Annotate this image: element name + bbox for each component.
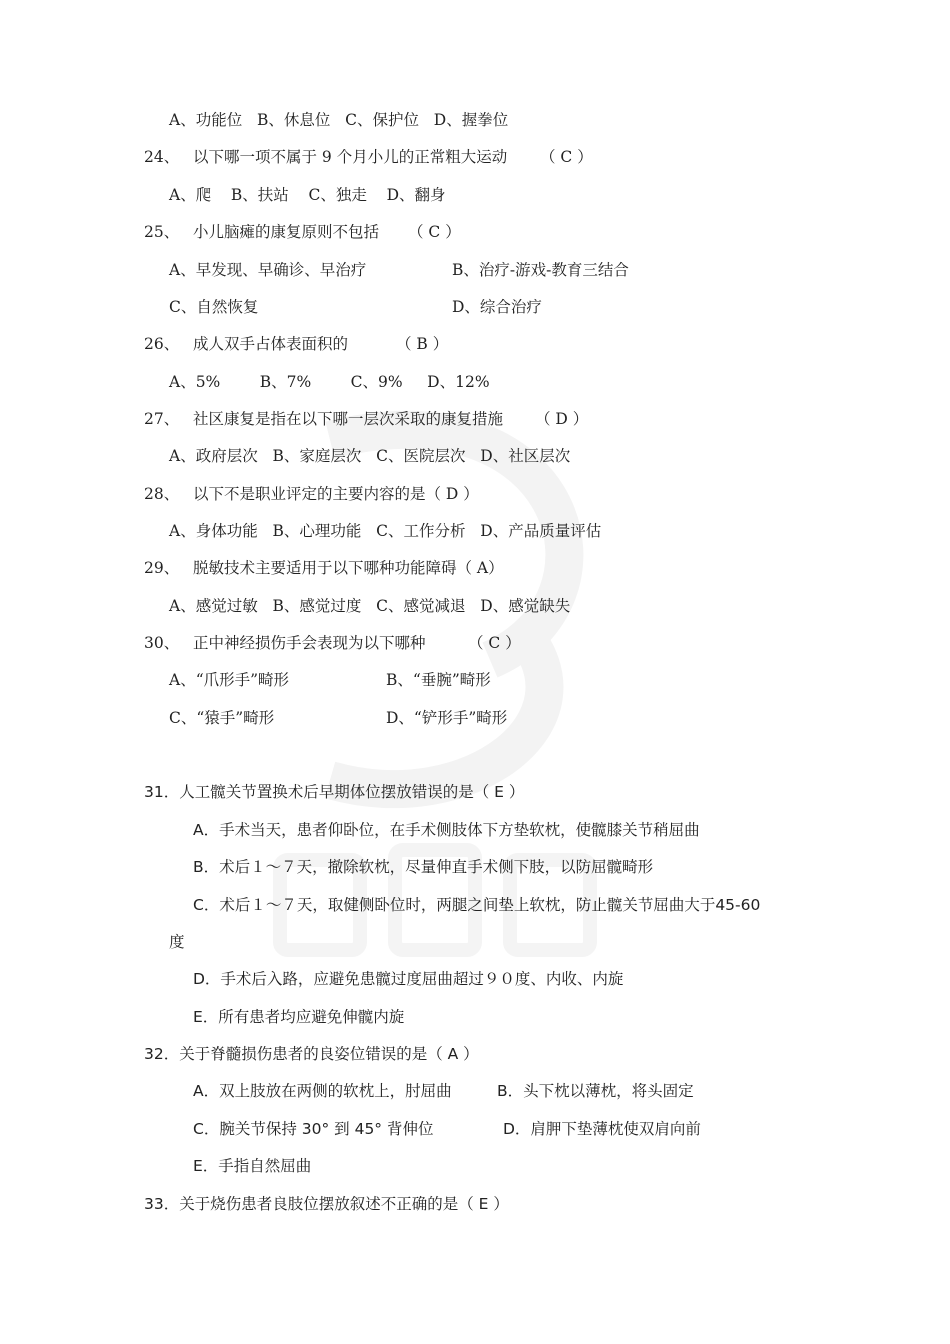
q24-text: 以下哪一项不属于 9 个月小儿的正常粗大运动 bbox=[193, 148, 508, 166]
q30-answer: （ C ） bbox=[468, 634, 521, 652]
q30-option-b: B、“垂腕”畸形 bbox=[386, 671, 491, 689]
q28-number: 28、 bbox=[144, 485, 180, 503]
q26-number: 26、 bbox=[144, 335, 180, 353]
q25-answer: （ C ） bbox=[408, 223, 461, 241]
q30-option-d: D、“铲形手”畸形 bbox=[386, 709, 508, 727]
q31-option-e: E．所有患者均应避免伸髋内旋 bbox=[193, 1008, 405, 1026]
q30-option-c: C、“猿手”畸形 bbox=[169, 709, 275, 727]
q25-option-c: C、自然恢复 bbox=[169, 298, 259, 316]
q32-option-e: E．手指自然屈曲 bbox=[193, 1157, 312, 1175]
q31-option-c-continued: 度 bbox=[169, 933, 185, 951]
q33-stem: 33．关于烧伤患者良肢位摆放叙述不正确的是（ E ） bbox=[144, 1195, 509, 1213]
q29-options: A、感觉过敏 B、感觉过度 C、感觉减退 D、感觉缺失 bbox=[169, 597, 571, 615]
q28-options: A、身体功能 B、心理功能 C、工作分析 D、产品质量评估 bbox=[169, 522, 602, 540]
q32-stem: 32．关于脊髓损伤患者的良姿位错误的是（ A ） bbox=[144, 1045, 479, 1063]
q32-option-a: A．双上肢放在两侧的软枕上，肘屈曲 bbox=[193, 1082, 452, 1100]
q30-number: 30、 bbox=[144, 634, 180, 652]
q32-option-b: B．头下枕以薄枕，将头固定 bbox=[497, 1082, 694, 1100]
q31-option-d: D．手术后入路，应避免患髋过度屈曲超过９０度、内收、内旋 bbox=[193, 970, 624, 988]
q27-number: 27、 bbox=[144, 410, 180, 428]
q25-option-b: B、治疗-游戏-教育三结合 bbox=[452, 261, 629, 279]
q25-option-a: A、早发现、早确诊、早治疗 bbox=[169, 261, 367, 279]
q31-option-a: A．手术当天，患者仰卧位，在手术侧肢体下方垫软枕，使髋膝关节稍屈曲 bbox=[193, 821, 700, 839]
q25-text: 小儿脑瘫的康复原则不包括 bbox=[193, 223, 380, 241]
q25-number: 25、 bbox=[144, 223, 180, 241]
q31-option-b: B．术后１～７天，撤除软枕，尽量伸直手术侧下肢，以防屈髋畸形 bbox=[193, 858, 654, 876]
q32-option-c: C．腕关节保持 30° 到 45° 背伸位 bbox=[193, 1120, 434, 1138]
q30-option-a: A、“爪形手”畸形 bbox=[169, 671, 290, 689]
q31-option-c: C．术后１～７天，取健侧卧位时，两腿之间垫上软枕，防止髋关节屈曲大于45-60 bbox=[193, 896, 761, 914]
q27-options: A、政府层次 B、家庭层次 C、医院层次 D、社区层次 bbox=[169, 447, 571, 465]
q29-number: 29、 bbox=[144, 559, 180, 577]
q23-options: A、功能位 B、休息位 C、保护位 D、握拳位 bbox=[169, 111, 509, 129]
q24-number: 24、 bbox=[144, 148, 180, 166]
q28-text: 以下不是职业评定的主要内容的是（ D ） bbox=[193, 485, 479, 503]
q31-stem: 31．人工髋关节置换术后早期体位摆放错误的是（ E ） bbox=[144, 783, 525, 801]
q26-answer: （ B ） bbox=[396, 335, 449, 353]
q32-option-d: D．肩胛下垫薄枕使双肩向前 bbox=[503, 1120, 701, 1138]
q30-text: 正中神经损伤手会表现为以下哪种 bbox=[193, 634, 426, 652]
q29-text: 脱敏技术主要适用于以下哪种功能障碍（ A） bbox=[193, 559, 504, 577]
q27-answer: （ D ） bbox=[535, 410, 589, 428]
q24-answer: （ C ） bbox=[540, 148, 593, 166]
q27-text: 社区康复是指在以下哪一层次采取的康复措施 bbox=[193, 410, 504, 428]
q26-options: A、5% B、7% C、9% D、12% bbox=[169, 373, 490, 391]
q24-options: A、爬 B、扶站 C、独走 D、翻身 bbox=[169, 186, 446, 204]
q25-option-d: D、综合治疗 bbox=[452, 298, 542, 316]
q26-text: 成人双手占体表面积的 bbox=[193, 335, 349, 353]
